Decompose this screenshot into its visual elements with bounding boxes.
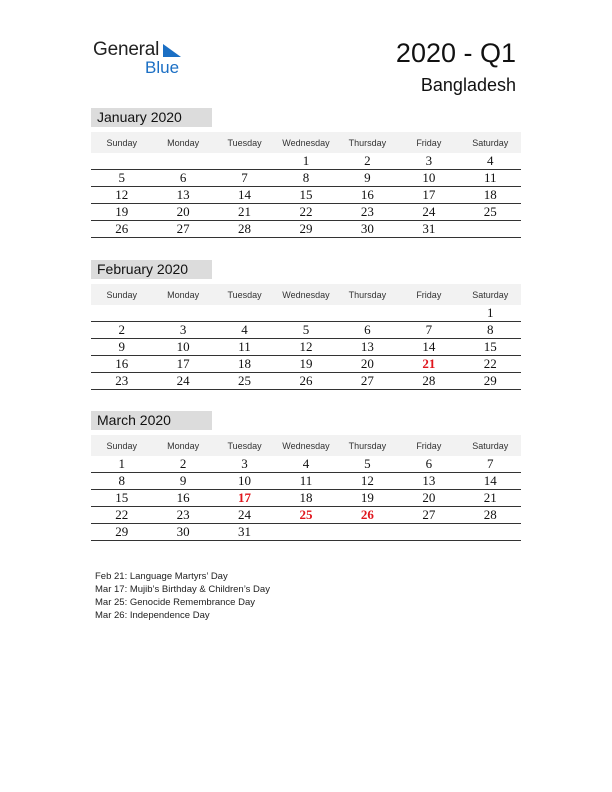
day-cell: 11: [460, 170, 521, 187]
day-cell: 16: [337, 187, 398, 204]
day-cell: 2: [91, 322, 152, 339]
day-cell: [460, 221, 521, 238]
day-cell: [275, 305, 336, 322]
week-row: [91, 373, 521, 390]
day-cell: 10: [152, 339, 213, 356]
day-cell: 19: [337, 490, 398, 507]
day-cell: [398, 524, 459, 541]
month-name: March 2020: [91, 411, 212, 430]
day-cell: 12: [275, 339, 336, 356]
weekday-header: Thursday: [337, 284, 398, 305]
day-cell: 9: [152, 473, 213, 490]
holiday-day-cell: 21: [398, 356, 459, 373]
weekday-header: Tuesday: [214, 435, 275, 456]
day-cell: 24: [398, 204, 459, 221]
day-cell: 1: [460, 305, 521, 322]
weekday-header: Saturday: [460, 435, 521, 456]
week-row: [91, 356, 521, 373]
day-cell: 5: [275, 322, 336, 339]
holiday-notes: [95, 570, 270, 622]
week-row: [91, 204, 521, 221]
weekday-header-row: [91, 435, 521, 456]
month-calendar: [91, 411, 521, 541]
day-cell: 24: [152, 373, 213, 390]
day-cell: 6: [337, 322, 398, 339]
week-row: [91, 456, 521, 473]
day-cell: 19: [275, 356, 336, 373]
week-row: [91, 507, 521, 524]
weekday-header: Monday: [152, 435, 213, 456]
holiday-note: Mar 26: Independence Day: [95, 610, 210, 621]
month-table: [91, 284, 521, 390]
weekday-header: Tuesday: [214, 132, 275, 153]
weekday-header: Monday: [152, 284, 213, 305]
day-cell: 30: [337, 221, 398, 238]
day-cell: 9: [91, 339, 152, 356]
day-cell: 25: [214, 373, 275, 390]
day-cell: 20: [398, 490, 459, 507]
day-cell: 30: [152, 524, 213, 541]
day-cell: 15: [275, 187, 336, 204]
day-cell: 5: [91, 170, 152, 187]
day-cell: 11: [214, 339, 275, 356]
month-calendar: [91, 108, 521, 238]
day-cell: 22: [91, 507, 152, 524]
day-cell: 25: [460, 204, 521, 221]
week-row: [91, 473, 521, 490]
day-cell: 3: [398, 153, 459, 170]
day-cell: [91, 305, 152, 322]
weekday-header: Friday: [398, 132, 459, 153]
month-name: February 2020: [91, 260, 212, 279]
day-cell: 2: [337, 153, 398, 170]
day-cell: 9: [337, 170, 398, 187]
day-cell: 7: [214, 170, 275, 187]
day-cell: 20: [337, 356, 398, 373]
day-cell: 22: [460, 356, 521, 373]
holiday-note: Mar 25: Genocide Remembrance Day: [95, 597, 255, 608]
month-calendar: [91, 260, 521, 390]
day-cell: 28: [214, 221, 275, 238]
day-cell: 26: [91, 221, 152, 238]
day-cell: 8: [460, 322, 521, 339]
day-cell: 21: [460, 490, 521, 507]
day-cell: 1: [275, 153, 336, 170]
day-cell: 17: [398, 187, 459, 204]
day-cell: 28: [398, 373, 459, 390]
day-cell: 26: [275, 373, 336, 390]
day-cell: [91, 153, 152, 170]
holiday-note: Mar 17: Mujib’s Birthday & Children’s Day: [95, 584, 270, 595]
logo: [93, 39, 180, 77]
day-cell: 14: [398, 339, 459, 356]
day-cell: 15: [91, 490, 152, 507]
weekday-header: Wednesday: [275, 435, 336, 456]
week-row: [91, 490, 521, 507]
day-cell: 27: [152, 221, 213, 238]
day-cell: 13: [398, 473, 459, 490]
day-cell: 16: [152, 490, 213, 507]
logo-blue-text: Blue: [145, 58, 180, 77]
weekday-header: Monday: [152, 132, 213, 153]
weekday-header: Thursday: [337, 132, 398, 153]
day-cell: [460, 524, 521, 541]
weekday-header: Tuesday: [214, 284, 275, 305]
day-cell: [398, 305, 459, 322]
day-cell: [152, 305, 213, 322]
day-cell: [337, 305, 398, 322]
weekday-header: Saturday: [460, 132, 521, 153]
day-cell: 23: [337, 204, 398, 221]
day-cell: 31: [398, 221, 459, 238]
day-cell: 6: [152, 170, 213, 187]
month-name: January 2020: [91, 108, 212, 127]
day-cell: [214, 305, 275, 322]
day-cell: 12: [337, 473, 398, 490]
day-cell: 17: [152, 356, 213, 373]
day-cell: 7: [398, 322, 459, 339]
weekday-header: Friday: [398, 284, 459, 305]
holiday-day-cell: 25: [275, 507, 336, 524]
day-cell: 7: [460, 456, 521, 473]
weekday-header: Saturday: [460, 284, 521, 305]
day-cell: 8: [275, 170, 336, 187]
week-row: [91, 221, 521, 238]
day-cell: 31: [214, 524, 275, 541]
weekday-header: Sunday: [91, 284, 152, 305]
day-cell: 3: [152, 322, 213, 339]
day-cell: 15: [460, 339, 521, 356]
day-cell: [152, 153, 213, 170]
day-cell: 10: [398, 170, 459, 187]
day-cell: 18: [214, 356, 275, 373]
weekday-header: Sunday: [91, 132, 152, 153]
logo-triangle-icon: [162, 43, 182, 59]
weekday-header-row: [91, 284, 521, 305]
holiday-day-cell: 17: [214, 490, 275, 507]
weekday-header: Wednesday: [275, 132, 336, 153]
holiday-note: Feb 21: Language Martyrs’ Day: [95, 571, 228, 582]
day-cell: 13: [152, 187, 213, 204]
day-cell: 5: [337, 456, 398, 473]
day-cell: 11: [275, 473, 336, 490]
week-row: [91, 524, 521, 541]
day-cell: 29: [91, 524, 152, 541]
day-cell: 19: [91, 204, 152, 221]
week-row: [91, 187, 521, 204]
week-row: [91, 339, 521, 356]
day-cell: 16: [91, 356, 152, 373]
day-cell: 1: [91, 456, 152, 473]
day-cell: 27: [398, 507, 459, 524]
week-row: [91, 322, 521, 339]
day-cell: 14: [460, 473, 521, 490]
day-cell: 14: [214, 187, 275, 204]
month-table: [91, 435, 521, 541]
day-cell: 18: [275, 490, 336, 507]
weekday-header: Sunday: [91, 435, 152, 456]
holiday-day-cell: 26: [337, 507, 398, 524]
logo-general-text: General: [93, 39, 160, 60]
day-cell: [337, 524, 398, 541]
day-cell: 29: [460, 373, 521, 390]
weekday-header: Thursday: [337, 435, 398, 456]
day-cell: [275, 524, 336, 541]
day-cell: 13: [337, 339, 398, 356]
day-cell: 6: [398, 456, 459, 473]
weekday-header: Wednesday: [275, 284, 336, 305]
day-cell: 24: [214, 507, 275, 524]
day-cell: 29: [275, 221, 336, 238]
day-cell: 12: [91, 187, 152, 204]
week-row: [91, 153, 521, 170]
week-row: [91, 170, 521, 187]
day-cell: 4: [460, 153, 521, 170]
month-table: [91, 132, 521, 238]
day-cell: 2: [152, 456, 213, 473]
day-cell: 4: [214, 322, 275, 339]
country-name: Bangladesh: [420, 75, 516, 95]
day-cell: 27: [337, 373, 398, 390]
day-cell: 3: [214, 456, 275, 473]
day-cell: 23: [91, 373, 152, 390]
day-cell: 20: [152, 204, 213, 221]
day-cell: 22: [275, 204, 336, 221]
day-cell: 4: [275, 456, 336, 473]
day-cell: [214, 153, 275, 170]
page-title: 2020 - Q1: [395, 38, 516, 68]
day-cell: 10: [214, 473, 275, 490]
day-cell: 18: [460, 187, 521, 204]
day-cell: 8: [91, 473, 152, 490]
day-cell: 28: [460, 507, 521, 524]
weekday-header-row: [91, 132, 521, 153]
week-row: [91, 305, 521, 322]
day-cell: 21: [214, 204, 275, 221]
day-cell: 23: [152, 507, 213, 524]
weekday-header: Friday: [398, 435, 459, 456]
